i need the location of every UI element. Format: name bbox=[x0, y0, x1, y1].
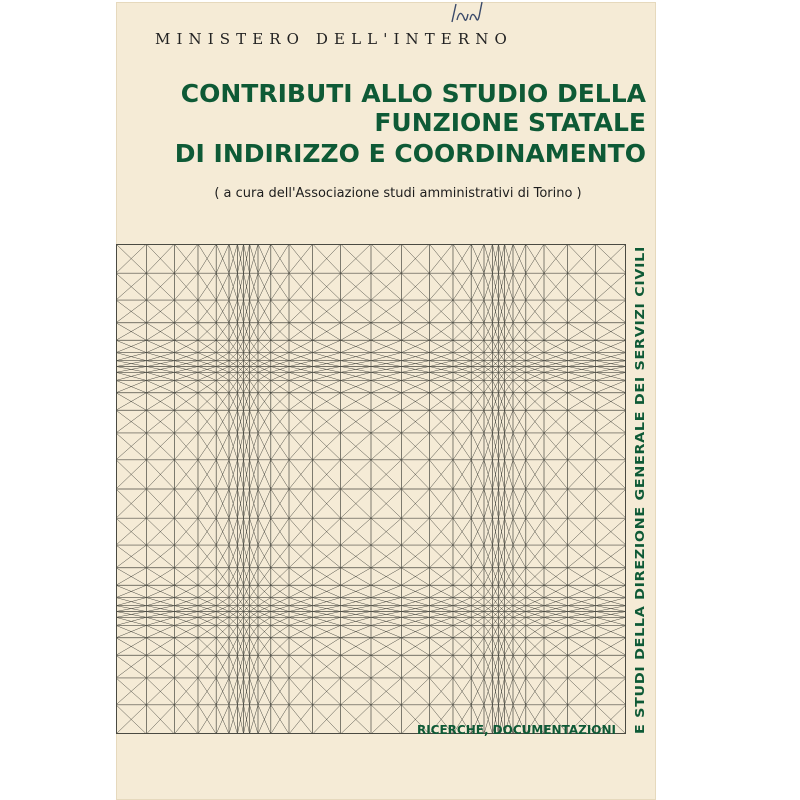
ministry-name: MINISTERO DELL'INTERNO bbox=[155, 30, 513, 48]
title-line-2: FUNZIONE STATALE bbox=[374, 108, 646, 137]
collection-name: RICERCHE, DOCUMENTAZIONI bbox=[416, 723, 616, 737]
editor-subtitle: ( a cura dell'Associazione studi amministrativi di Torino ) bbox=[214, 186, 582, 201]
handwritten-initials bbox=[448, 0, 508, 30]
series-name: E STUDI DELLA DIREZIONE GENERALE DEI SERVIZI CIVILI bbox=[633, 323, 647, 734]
series-spine bbox=[627, 238, 653, 738]
geometric-lattice-illustration bbox=[116, 244, 626, 734]
title-line-3: DI INDIRIZZO E COORDINAMENTO bbox=[174, 139, 646, 168]
title-line-1: CONTRIBUTI ALLO STUDIO DELLA bbox=[180, 79, 646, 108]
